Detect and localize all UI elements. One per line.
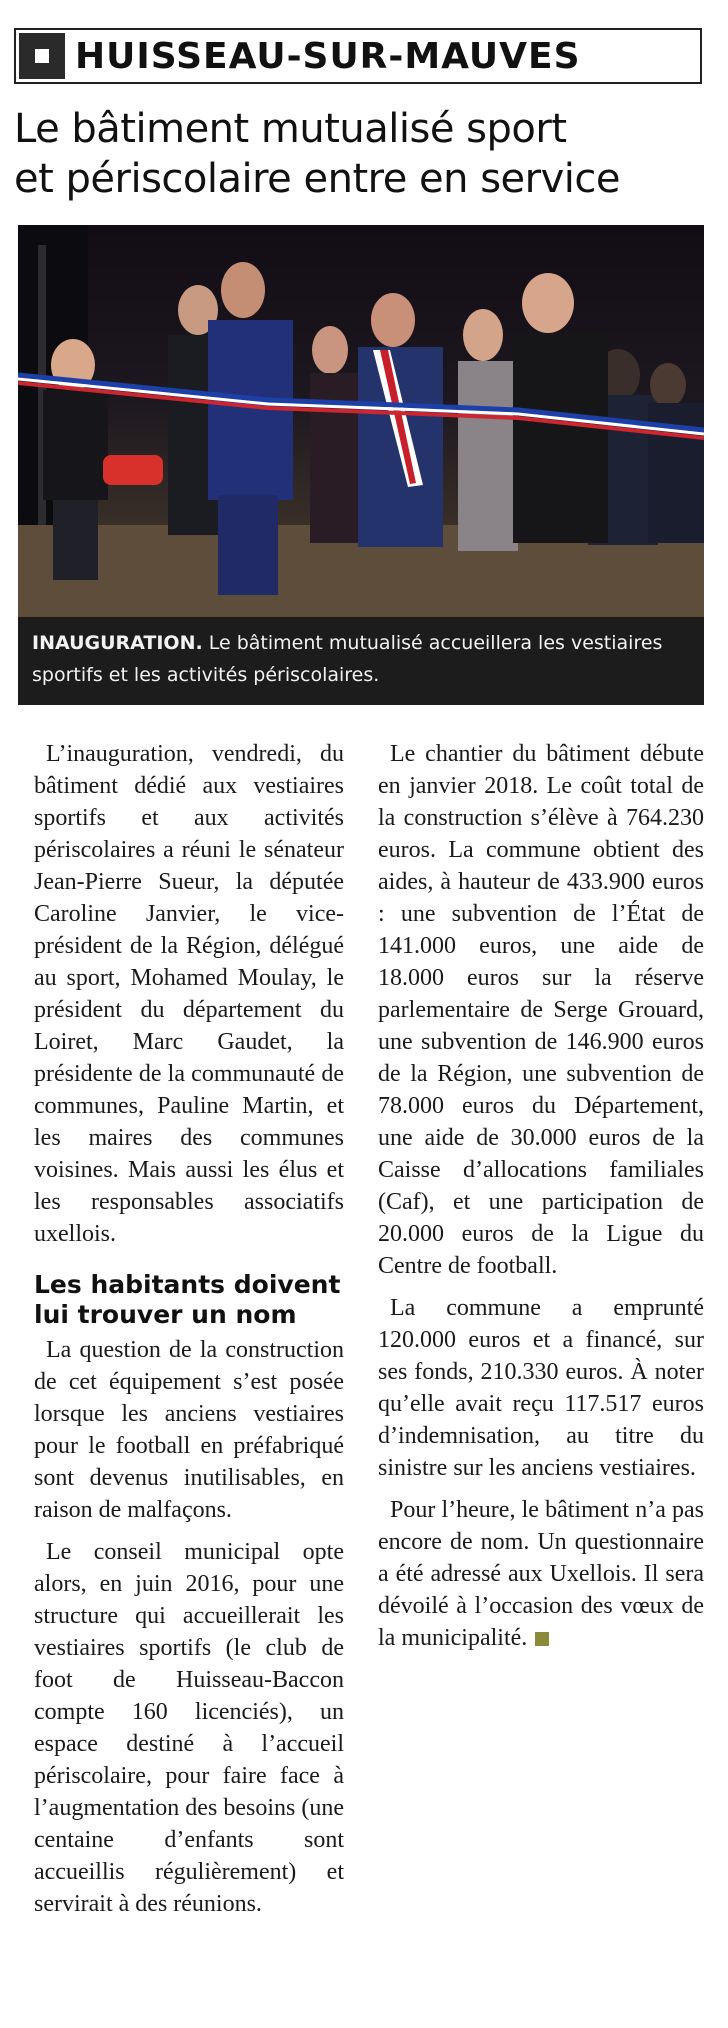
inauguration-photo [18, 225, 704, 617]
photo-illustration [18, 225, 704, 617]
paragraph-loan: La commune a emprunté 120.000 euros et a financé, sur ses fonds, 210.330 euros. À noter qu’elle avait reçu 117.517 euros d’indemnisation, au titre du sinistre sur les anciens vestiaires. [378, 1295, 704, 1481]
locality-title: HUISSEAU-SUR-MAUVES [75, 35, 581, 77]
caption-lead: INAUGURATION. [32, 632, 203, 654]
headline-line-1: Le bâtiment mutualisé sport [14, 106, 567, 152]
paragraph-council: Le conseil municipal opte alors, en juin 2016, pour une structure qui accueillerait les vestiaires sportifs (le club de foot de Huisseau-Baccon compte 160 licenciés), un espace destiné à l’accueil périscolaire, pour faire face à l’augmentation des besoins (une centaine d’enfants sont accueillis régulièrement) et servirait à des réunions. [34, 1539, 344, 1917]
article-column-left [34, 738, 344, 1930]
paragraph-intro: L’inauguration, vendredi, du bâtiment dédié aux vestiaires sportifs et aux activités périscolaires a réuni le sénateur Jean-Pierre Sueur, la députée Caroline Janvier, le vice-président de la Région, délégué au sport, Mohamed Moulay, le président du département du Loiret, Marc Gaudet, la présidente de la communauté de communes, Pauline Martin, et les maires des communes voisines. Mais aussi les élus et les responsables associatifs uxellois. [34, 741, 344, 1247]
article-column-right [378, 738, 704, 1664]
paragraph-origin: La question de la construction de cet équipement s’est posée lorsque les anciens vestiaires pour le football en préfabriqué sont devenus inutilisables, en raison de malfaçons. [34, 1337, 344, 1523]
square-bullet-icon [19, 33, 65, 79]
photo-caption [18, 617, 704, 705]
end-mark-icon [535, 1632, 549, 1646]
paragraph-name [378, 1494, 704, 1654]
article-headline [14, 104, 704, 204]
section-header [14, 28, 702, 84]
article-subhead: Les habitants doivent lui trouver un nom [34, 1270, 341, 1329]
headline-line-2: et périscolaire entre en service [14, 156, 620, 202]
caption-text: Le bâtiment mutualisé accueillera les vestiaires sportifs et les activités périscolaires. [32, 632, 663, 686]
paragraph-name-text: Pour l’heure, le bâtiment n’a pas encore de nom. Un questionnaire a été adressé aux Uxellois. Il sera dévoilé à l’occasion des vœux de la municipalité. [378, 1497, 704, 1651]
paragraph-costs: Le chantier du bâtiment débute en janvier 2018. Le coût total de la construction s’élève à 764.230 euros. La commune obtient des aides, à hauteur de 433.900 euros : une subvention de l’État de 141.000 euros, une aide de 18.000 euros sur la réserve parlementaire de Serge Grouard, une subvention de 146.900 euros de la Région, une subvention de 78.000 euros du Département, une aide de 30.000 euros de la Caisse d’allocations familiales (Caf), et une participation de 20.000 euros de la Ligue du Centre de football. [378, 741, 704, 1279]
